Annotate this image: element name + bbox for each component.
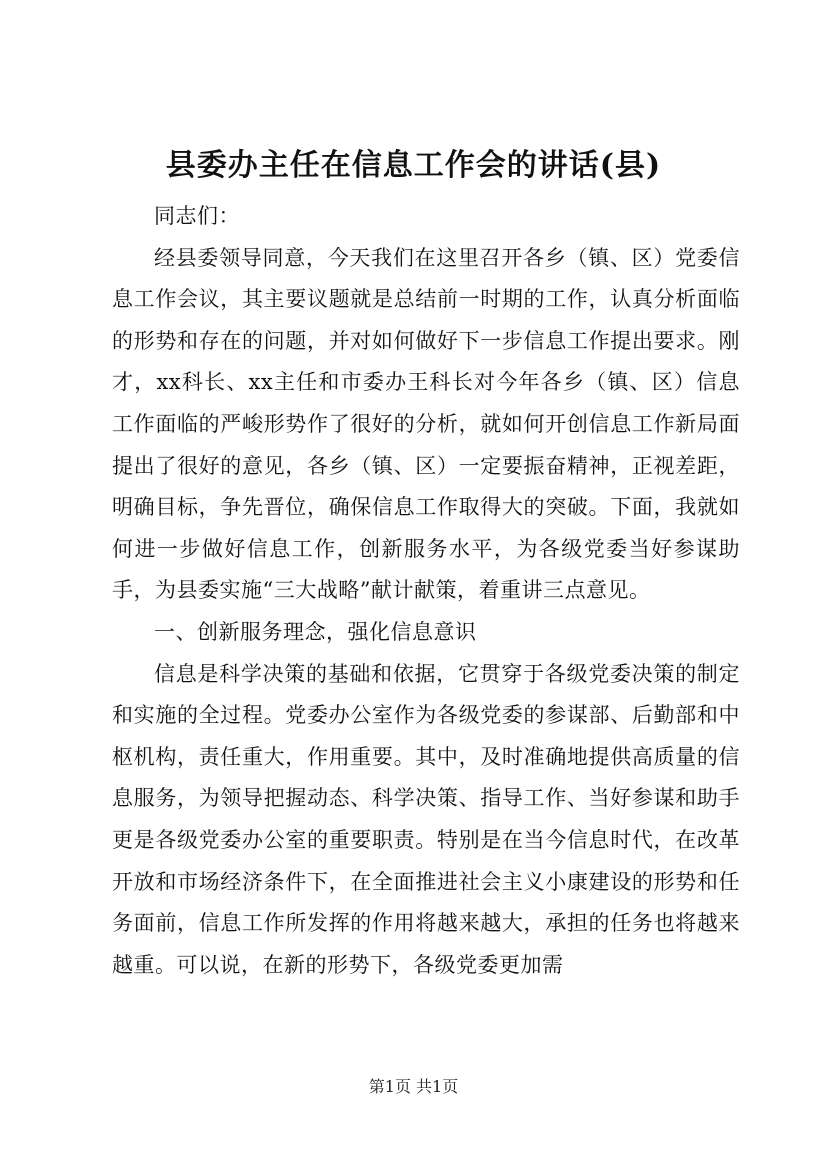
document-title: 县委办主任在信息工作会的讲话(县) <box>165 148 662 183</box>
section-heading-1: 一、创新服务理念，强化信息意识 <box>154 619 477 644</box>
document-body <box>112 196 740 986</box>
paragraph-salutation: 同志们： <box>154 204 240 228</box>
paragraph-section-1: 信息是科学决策的基础和依据，它贯穿于各级党委决策的制定和实施的全过程。党委办公室作为各级党委的参谋部、后勤部和中枢机构，责任重大，作用重要。其中，及时准确地提供高质量的信息服务，为领导把握动态、科学决策、指导工作、当好参谋和助手更是各级党委办公室的重要职责。特别是在当今信息时代，在改革开放和市场经济条件下，在全面推进社会主义小康建设的形势和任务面前，信息工作所发挥的作用将越来越大，承担的任务也将越来越重。可以说，在新的形势下，各级党委更加需 <box>112 661 740 977</box>
paragraph-intro: 经县委领导同意，今天我们在这里召开各乡（镇、区）党委信息工作会议，其主要议题就是总结前一时期的工作，认真分析面临的形势和存在的问题，并对如何做好下一步信息工作提出要求。刚才，xx科长、xx主任和市委办王科长对今年各乡（镇、区）信息工作面临的严峻形势作了很好的分析，就如何开创信息工作新局面提出了很好的意见，各乡（镇、区）一定要振奋精神，正视差距，明确目标，争先晋位，确保信息工作取得大的突破。下面，我就如何进一步做好信息工作，创新服务水平，为各级党委当好参谋助手，为县委实施“三大战略”献计献策，着重讲三点意见。 <box>112 245 740 603</box>
page-footer: 第1页 共1页 <box>368 1077 459 1096</box>
